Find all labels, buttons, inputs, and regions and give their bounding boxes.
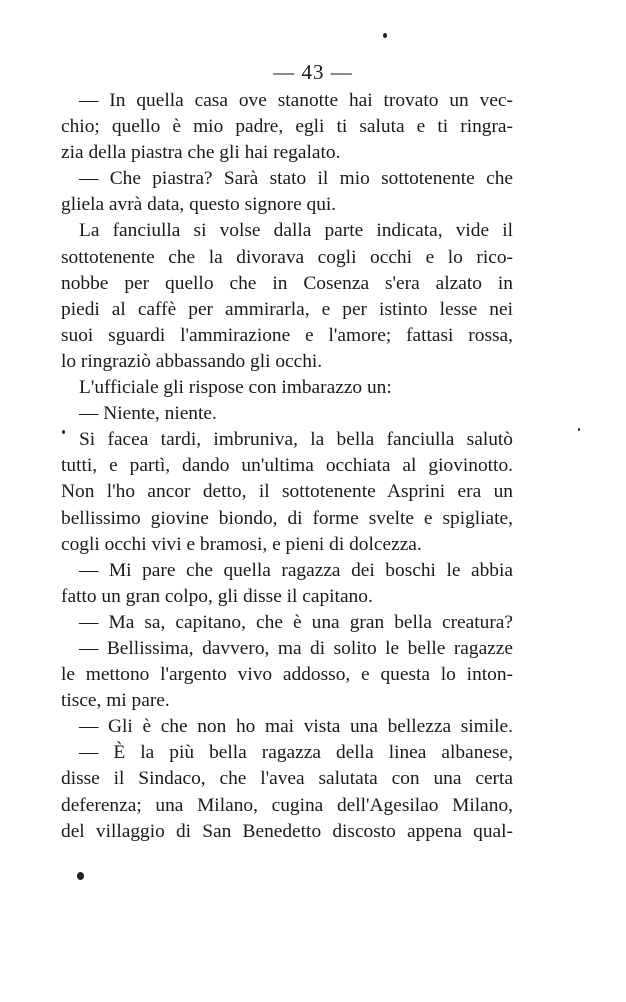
page-number: — 43 — xyxy=(273,60,353,84)
text-line: Si facea tardi, imbruniva, la bella fanciulla salutò xyxy=(79,429,513,451)
text-line: lo ringraziò abbassando gli occhi. xyxy=(61,350,323,372)
body-text xyxy=(61,88,513,845)
text-line: L'ufficiale gli rispose con imbarazzo un: xyxy=(79,377,392,399)
text-line: deferenza; una Milano, cugina dell'Agesilao Milano, xyxy=(61,794,513,816)
scan-speck xyxy=(62,430,65,434)
text-line: disse il Sindaco, che l'avea salutata con una certa xyxy=(61,768,513,790)
text-line: tutti, e partì, dando un'ultima occhiata al giovinotto. xyxy=(61,455,513,477)
text-line: del villaggio di San Benedetto discosto appena qual- xyxy=(61,820,513,842)
text-line: suoi sguardi l'ammirazione e l'amore; fattasi rossa, xyxy=(61,324,513,346)
text-line: — Bellissima, davvero, ma di solito le belle ragazze xyxy=(79,637,513,659)
text-line: le mettono l'argento vivo addosso, e questa lo inton- xyxy=(61,664,513,686)
text-line: — Che piastra? Sarà stato il mio sottotenente che xyxy=(79,168,513,190)
text-line: nobbe per quello che in Cosenza s'era alzato in xyxy=(61,272,513,294)
scan-speck xyxy=(578,428,580,431)
text-line: bellissimo giovine biondo, di forme svelte e spigliate, xyxy=(61,507,513,529)
scan-speck xyxy=(383,33,387,38)
text-line: — Ma sa, capitano, che è una gran bella creatura? xyxy=(79,611,513,633)
text-line: — In quella casa ove stanotte hai trovato un vec- xyxy=(79,90,513,111)
text-line: piedi al caffè per ammirarla, e per istinto lesse nei xyxy=(61,298,513,320)
text-line: fatto un gran colpo, gli disse il capitano. xyxy=(61,585,373,607)
text-line: — Gli è che non ho mai vista una bellezza simile. xyxy=(79,716,513,738)
scan-speck xyxy=(77,872,84,880)
text-line: Non l'ho ancor detto, il sottotenente Asprini era un xyxy=(61,481,513,503)
text-line: zia della piastra che gli hai regalato. xyxy=(61,142,341,164)
text-line: gliela avrà data, questo signore qui. xyxy=(61,194,337,216)
text-line: cogli occhi vivi e bramosi, e pieni di dolcezza. xyxy=(61,533,422,555)
text-line: La fanciulla si volse dalla parte indicata, vide il xyxy=(79,220,513,242)
text-line: sottotenente che la divorava cogli occhi e lo rico- xyxy=(61,246,513,268)
text-line: tisce, mi pare. xyxy=(61,690,170,712)
text-line: — Niente, niente. xyxy=(79,403,217,425)
text-line: chio; quello è mio padre, egli ti saluta e ti ringra- xyxy=(61,116,513,138)
text-line: — Mi pare che quella ragazza dei boschi le abbia xyxy=(79,559,513,581)
text-line: — È la più bella ragazza della linea albanese, xyxy=(79,742,513,764)
